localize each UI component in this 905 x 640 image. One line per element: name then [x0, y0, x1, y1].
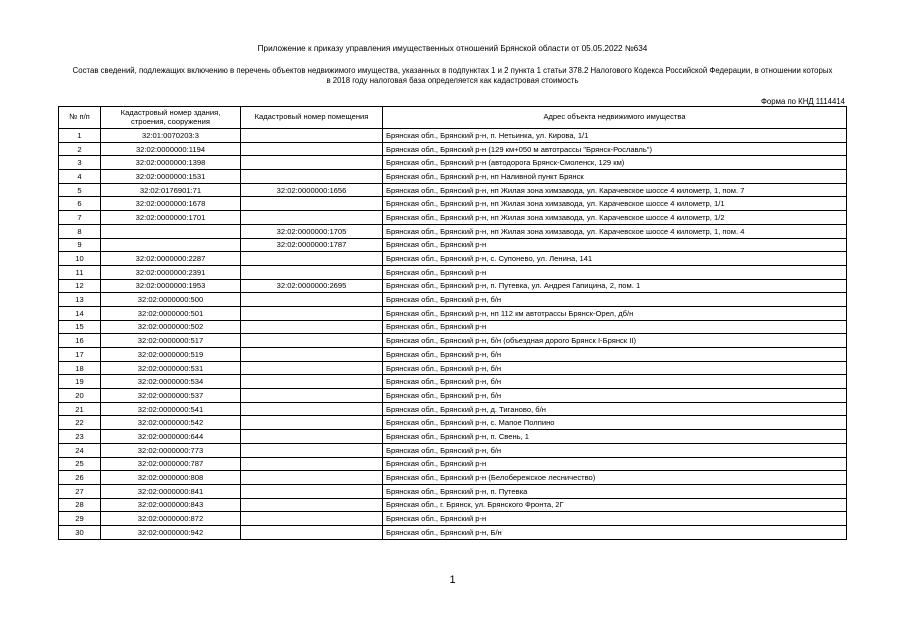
- cell-number: 9: [59, 238, 101, 252]
- cell-number: 3: [59, 156, 101, 170]
- cell-address: Брянская обл., Брянский р-н, нп Жилая зона химзавода, ул. Карачевское шоссе 4 километр, 1, пом. 7: [383, 183, 847, 197]
- table-body: [59, 129, 847, 540]
- table-row: [59, 525, 847, 539]
- cell-address: Брянская обл., Брянский р-н: [383, 238, 847, 252]
- table-row: [59, 129, 847, 143]
- cell-address: Брянская обл., Брянский р-н: [383, 265, 847, 279]
- cell-number: 11: [59, 265, 101, 279]
- cell-room-cadastral: [241, 170, 383, 184]
- cell-building-cadastral: 32:02:0000000:942: [101, 525, 241, 539]
- cell-room-cadastral: [241, 512, 383, 526]
- cell-room-cadastral: [241, 416, 383, 430]
- cell-number: 4: [59, 170, 101, 184]
- cell-building-cadastral: 32:02:0000000:872: [101, 512, 241, 526]
- cell-address: Брянская обл., Брянский р-н, нп Жилая зона химзавода, ул. Карачевское шоссе 4 километр, 1/1: [383, 197, 847, 211]
- cell-number: 25: [59, 457, 101, 471]
- cell-building-cadastral: 32:02:0000000:501: [101, 306, 241, 320]
- table-row: [59, 443, 847, 457]
- cell-room-cadastral: [241, 471, 383, 485]
- form-code: Форма по КНД 1114414: [760, 97, 845, 106]
- cell-room-cadastral: [241, 361, 383, 375]
- cell-building-cadastral: 32:02:0000000:2287: [101, 252, 241, 266]
- cell-room-cadastral: [241, 430, 383, 444]
- cell-building-cadastral: 32:02:0000000:841: [101, 484, 241, 498]
- cell-building-cadastral: 32:02:0000000:2391: [101, 265, 241, 279]
- table-row: [59, 430, 847, 444]
- cell-room-cadastral: [241, 334, 383, 348]
- cell-building-cadastral: 32:02:0000000:773: [101, 443, 241, 457]
- cell-address: Брянская обл., Брянский р-н, б/н: [383, 389, 847, 403]
- cell-number: 21: [59, 402, 101, 416]
- property-registry-table: [58, 106, 847, 540]
- cell-address: Брянская обл., Брянский р-н, б/н (объездная дорого Брянск I-Брянск II): [383, 334, 847, 348]
- cell-number: 26: [59, 471, 101, 485]
- table-row: [59, 389, 847, 403]
- table-row: [59, 224, 847, 238]
- cell-number: 10: [59, 252, 101, 266]
- table-header-row: [59, 107, 847, 129]
- cell-room-cadastral: [241, 525, 383, 539]
- cell-building-cadastral: 32:02:0000000:500: [101, 293, 241, 307]
- cell-number: 12: [59, 279, 101, 293]
- table-row: [59, 197, 847, 211]
- cell-building-cadastral: 32:02:0000000:534: [101, 375, 241, 389]
- cell-room-cadastral: [241, 484, 383, 498]
- cell-number: 6: [59, 197, 101, 211]
- cell-room-cadastral: [241, 211, 383, 225]
- cell-room-cadastral: [241, 348, 383, 362]
- cell-address: Брянская обл., Брянский р-н, б/н: [383, 375, 847, 389]
- cell-number: 20: [59, 389, 101, 403]
- cell-address: Брянская обл., Брянский р-н, д. Тиганово, б/н: [383, 402, 847, 416]
- cell-room-cadastral: [241, 498, 383, 512]
- cell-number: 18: [59, 361, 101, 375]
- cell-building-cadastral: 32:02:0176901:71: [101, 183, 241, 197]
- cell-number: 2: [59, 142, 101, 156]
- cell-room-cadastral: [241, 265, 383, 279]
- cell-building-cadastral: [101, 224, 241, 238]
- table-row: [59, 402, 847, 416]
- table-row: [59, 457, 847, 471]
- cell-address: Брянская обл., Брянский р-н, нп Жилая зона химзавода, ул. Карачевское шоссе 4 километр, 1/2: [383, 211, 847, 225]
- cell-room-cadastral: [241, 306, 383, 320]
- cell-room-cadastral: [241, 320, 383, 334]
- table-row: [59, 265, 847, 279]
- cell-building-cadastral: 32:02:0000000:843: [101, 498, 241, 512]
- cell-address: Брянская обл., Брянский р-н (129 км+050 м автотрассы "Брянск-Рославль"): [383, 142, 847, 156]
- cell-building-cadastral: 32:02:0000000:542: [101, 416, 241, 430]
- cell-room-cadastral: [241, 457, 383, 471]
- document-title: Приложение к приказу управления имущественных отношений Брянской области от 05.05.2022 №634: [257, 44, 648, 53]
- cell-room-cadastral: [241, 389, 383, 403]
- table-row: [59, 238, 847, 252]
- cell-room-cadastral: [241, 156, 383, 170]
- table-row: [59, 279, 847, 293]
- cell-building-cadastral: 32:02:0000000:502: [101, 320, 241, 334]
- table-row: [59, 416, 847, 430]
- table-row: [59, 375, 847, 389]
- cell-number: 23: [59, 430, 101, 444]
- cell-address: Брянская обл., Брянский р-н, п. Путевка: [383, 484, 847, 498]
- cell-room-cadastral: 32:02:0000000:2695: [241, 279, 383, 293]
- cell-room-cadastral: [241, 129, 383, 143]
- cell-building-cadastral: 32:02:0000000:519: [101, 348, 241, 362]
- cell-building-cadastral: 32:02:0000000:644: [101, 430, 241, 444]
- column-header-room-cadastral: Кадастровый номер помещения: [241, 107, 383, 129]
- cell-address: Брянская обл., Брянский р-н, нп 112 км автотрассы Брянск-Орел, дб/н: [383, 306, 847, 320]
- cell-building-cadastral: 32:02:0000000:1678: [101, 197, 241, 211]
- cell-address: Брянская обл., Брянский р-н: [383, 512, 847, 526]
- cell-number: 7: [59, 211, 101, 225]
- cell-building-cadastral: 32:02:0000000:1953: [101, 279, 241, 293]
- column-header-address: Адрес объекта недвижимого имущества: [383, 107, 847, 129]
- cell-number: 16: [59, 334, 101, 348]
- cell-room-cadastral: [241, 375, 383, 389]
- table-row: [59, 361, 847, 375]
- page-number: 1: [449, 574, 456, 586]
- table-row: [59, 334, 847, 348]
- table-row: [59, 252, 847, 266]
- cell-number: 17: [59, 348, 101, 362]
- cell-address: Брянская обл., Брянский р-н, п. Свень, 1: [383, 430, 847, 444]
- cell-number: 28: [59, 498, 101, 512]
- cell-room-cadastral: [241, 402, 383, 416]
- cell-address: Брянская обл., Брянский р-н, б/н: [383, 361, 847, 375]
- cell-number: 22: [59, 416, 101, 430]
- cell-number: 14: [59, 306, 101, 320]
- cell-room-cadastral: [241, 252, 383, 266]
- cell-number: 24: [59, 443, 101, 457]
- cell-room-cadastral: [241, 293, 383, 307]
- document-description: Состав сведений, подлежащих включению в перечень объектов недвижимого имущества, указанных в подпунктах 1 и 2 пункта 1 статьи 378.2 Налогового Кодекса Российской Федерации, в отношении которых в 2018 году налоговая база определяется как кадастровая стоимость: [72, 66, 833, 85]
- cell-room-cadastral: [241, 142, 383, 156]
- table-row: [59, 170, 847, 184]
- cell-building-cadastral: 32:02:0000000:1398: [101, 156, 241, 170]
- cell-number: 8: [59, 224, 101, 238]
- cell-room-cadastral: 32:02:0000000:1705: [241, 224, 383, 238]
- table-row: [59, 484, 847, 498]
- table-row: [59, 142, 847, 156]
- table-row: [59, 512, 847, 526]
- table-row: [59, 306, 847, 320]
- cell-address: Брянская обл., Брянский р-н, б/н: [383, 443, 847, 457]
- cell-number: 27: [59, 484, 101, 498]
- cell-number: 15: [59, 320, 101, 334]
- cell-number: 29: [59, 512, 101, 526]
- cell-number: 19: [59, 375, 101, 389]
- cell-room-cadastral: [241, 443, 383, 457]
- cell-address: Брянская обл., Брянский р-н, п. Путевка, ул. Андрея Гапицина, 2, пом. 1: [383, 279, 847, 293]
- cell-building-cadastral: 32:02:0000000:787: [101, 457, 241, 471]
- table-row: [59, 156, 847, 170]
- cell-address: Брянская обл., Брянский р-н, с. Мапое Полпино: [383, 416, 847, 430]
- table-row: [59, 348, 847, 362]
- cell-room-cadastral: [241, 197, 383, 211]
- cell-building-cadastral: 32:01:0070203:3: [101, 129, 241, 143]
- cell-building-cadastral: 32:02:0000000:1701: [101, 211, 241, 225]
- cell-room-cadastral: 32:02:0000000:1656: [241, 183, 383, 197]
- table-row: [59, 320, 847, 334]
- cell-building-cadastral: 32:02:0000000:808: [101, 471, 241, 485]
- table-row: [59, 211, 847, 225]
- cell-address: Брянская обл., Брянский р-н (автодорога Брянск-Смоленск, 129 км): [383, 156, 847, 170]
- table-row: [59, 471, 847, 485]
- cell-address: Брянская обл., Брянский р-н, Б/н: [383, 525, 847, 539]
- cell-building-cadastral: 32:02:0000000:1531: [101, 170, 241, 184]
- cell-address: Брянская обл., Брянский р-н, п. Нетьинка, ул. Кирова, 1/1: [383, 129, 847, 143]
- table-row: [59, 293, 847, 307]
- column-header-building-cadastral: Кадастровый номер здания, строения, сооружения: [101, 107, 241, 129]
- cell-address: Брянская обл., г. Брянск, ул. Брянского Фронта, 2Г: [383, 498, 847, 512]
- cell-building-cadastral: 32:02:0000000:1194: [101, 142, 241, 156]
- cell-number: 1: [59, 129, 101, 143]
- cell-number: 13: [59, 293, 101, 307]
- cell-building-cadastral: [101, 238, 241, 252]
- cell-address: Брянская обл., Брянский р-н, с. Супонево, ул. Ленина, 141: [383, 252, 847, 266]
- cell-address: Брянская обл., Брянский р-н (Белобережское лесничество): [383, 471, 847, 485]
- cell-number: 5: [59, 183, 101, 197]
- cell-address: Брянская обл., Брянский р-н, нп Жилая зона химзавода, ул. Карачевское шоссе 4 километр, 1, пом. 4: [383, 224, 847, 238]
- cell-address: Брянская обл., Брянский р-н: [383, 457, 847, 471]
- cell-number: 30: [59, 525, 101, 539]
- cell-building-cadastral: 32:02:0000000:517: [101, 334, 241, 348]
- cell-address: Брянская обл., Брянский р-н, б/н: [383, 348, 847, 362]
- cell-address: Брянская обл., Брянский р-н, нп Наливной пункт Брянск: [383, 170, 847, 184]
- cell-building-cadastral: 32:02:0000000:541: [101, 402, 241, 416]
- table-row: [59, 498, 847, 512]
- cell-building-cadastral: 32:02:0000000:537: [101, 389, 241, 403]
- table-row: [59, 183, 847, 197]
- cell-room-cadastral: 32:02:0000000:1787: [241, 238, 383, 252]
- cell-building-cadastral: 32:02:0000000:531: [101, 361, 241, 375]
- cell-address: Брянская обл., Брянский р-н: [383, 320, 847, 334]
- cell-address: Брянская обл., Брянский р-н, б/н: [383, 293, 847, 307]
- column-header-number: № п/п: [59, 107, 101, 129]
